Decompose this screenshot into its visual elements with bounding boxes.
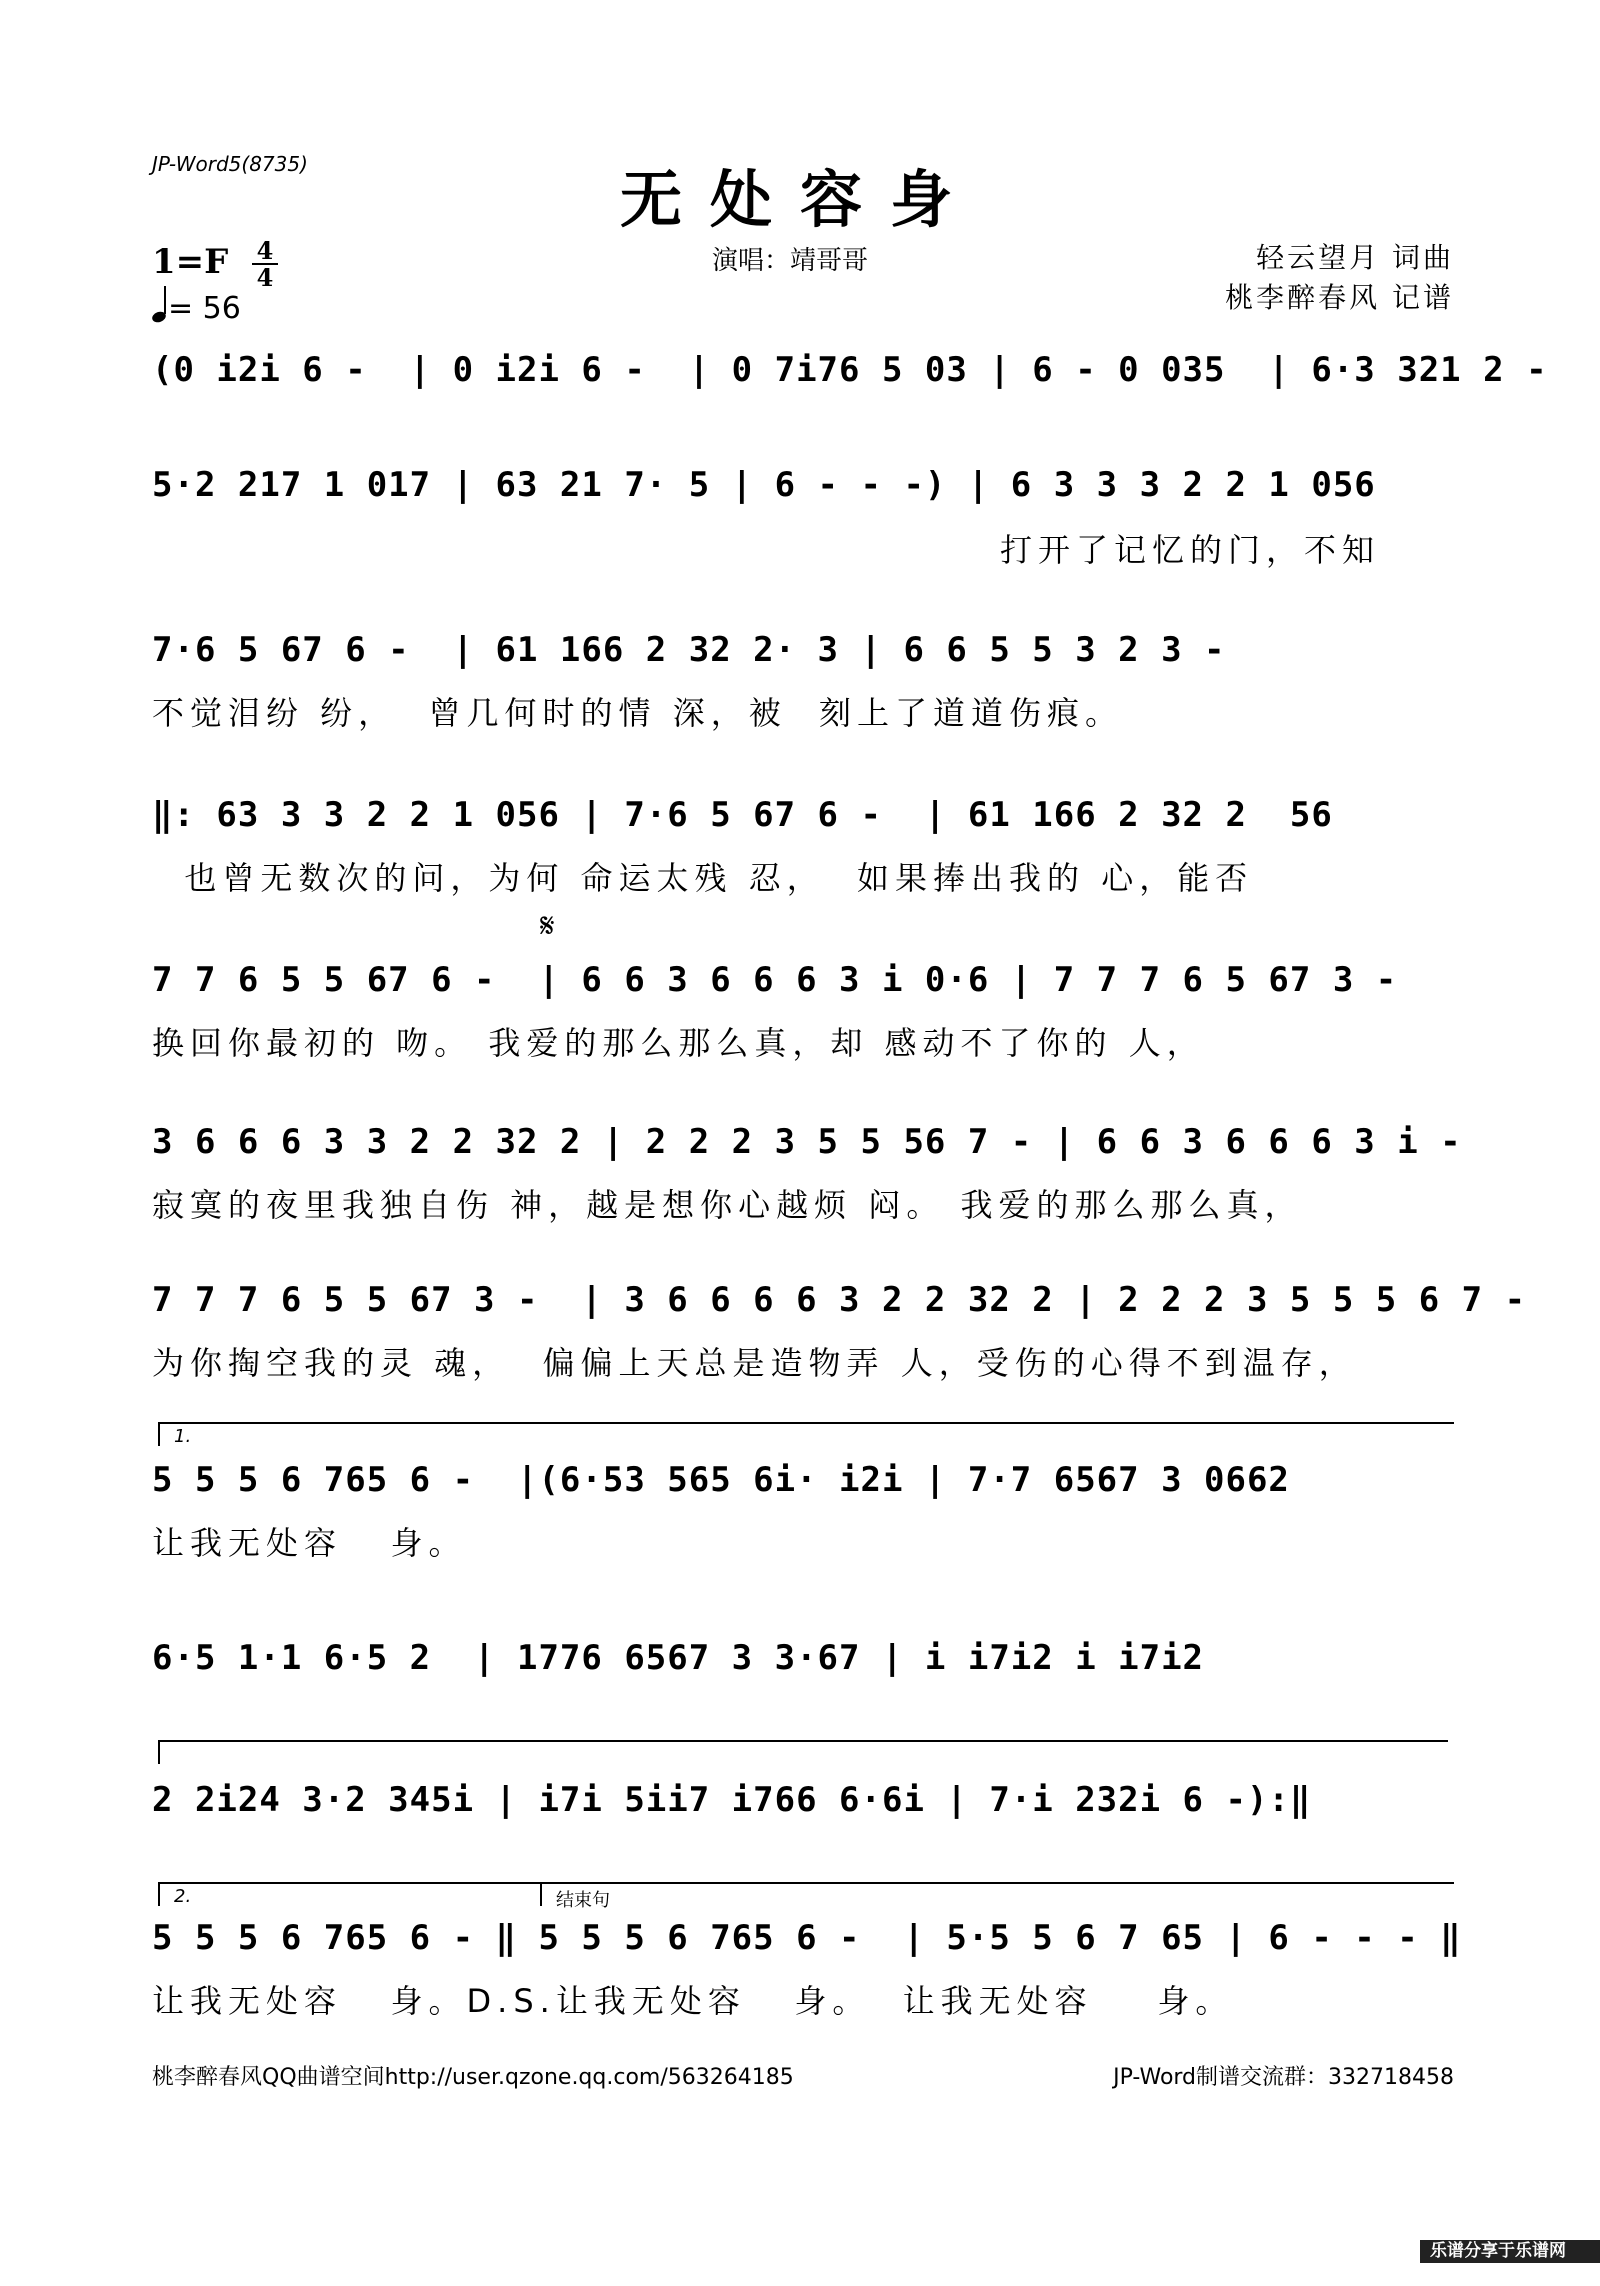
lyrics-line-7: 为你掏空我的灵 魂， 偏偏上天总是造物弄 人，受伤的心得不到温存， <box>152 1344 1357 1382</box>
singer-credit: 演唱：靖哥哥 <box>712 246 869 276</box>
lyrics-line-4: 也曾无数次的问，为何 命运太残 忍， 如果捧出我的 心，能否 <box>152 859 1254 897</box>
score-system-6: 3 6 6 6 3 3 2 2 32 2 | 2 2 2 3 5 5 56 7 - | 6 6 3 6 6 6 3 i - <box>152 1122 1462 1162</box>
volta-first-ending-continued <box>158 1740 1448 1764</box>
meter-bottom: 4 <box>256 263 274 292</box>
key-signature: 1=F <box>152 242 229 282</box>
volta-second-ending <box>158 1882 540 1906</box>
lyrics-line-6: 寂寞的夜里我独自伤 神，越是想你心越烦 闷。 我爱的那么那么真， <box>152 1186 1303 1224</box>
score-system-1: (0 i2i 6 - | 0 i2i 6 - | 0 7i76 5 03 | 6 - 0 035 | 6·3 321 2 - <box>152 350 1548 390</box>
lyrics-line-5: 换回你最初的 吻。 我爱的那么那么真，却 感动不了你的 人， <box>152 1024 1205 1062</box>
footer-qzone-link[interactable]: 桃李醉春风QQ曲谱空间http://user.qzone.qq.com/563264185 <box>152 2065 794 2090</box>
volta-first-ending <box>158 1422 1454 1446</box>
score-system-8: 5 5 5 6 765 6 - |(6·53 565 6i· i2i | 7·7 6567 3 0662 <box>152 1460 1290 1500</box>
score-system-4: ‖: 63 3 3 2 2 1 056 | 7·6 5 67 6 - | 61 166 2 32 2 56 <box>152 795 1333 835</box>
site-watermark: 乐谱分享于乐谱网 ww <box>1420 2240 1600 2263</box>
segno-icon: 𝄋 <box>540 906 555 946</box>
score-system-10: 2 2i24 3·2 345i | i7i 5ii7 i766 6·6i | 7·i 232i 6 -):‖ <box>152 1780 1312 1820</box>
score-system-9: 6·5 1·1 6·5 2 | 1776 6567 3 3·67 | i i7i2 i i7i2 <box>152 1638 1205 1678</box>
tempo-value: = 56 <box>168 291 241 326</box>
score-system-2: 5·2 217 1 017 | 63 21 7· 5 | 6 - - -) | 6 3 3 3 2 2 1 056 <box>152 465 1376 505</box>
score-system-7: 7 7 7 6 5 5 67 3 - | 3 6 6 6 6 3 2 2 32 2 | 2 2 2 3 5 5 5 6 7 - <box>152 1280 1527 1320</box>
lyrics-line-2: 打开了记忆的门，不知 <box>1000 531 1381 569</box>
lyrics-line-3: 不觉泪纷 纷， 曾几何时的情 深，被 刻上了道道伤痕。 <box>152 694 1124 732</box>
meter-top: 4 <box>256 236 274 265</box>
volta-first-label: 1. <box>174 1426 192 1447</box>
lyrics-line-8: 让我无处容 身。 <box>152 1524 467 1562</box>
lyrics-line-11: 让我无处容 身。D.S.让我无处容 身。 让我无处容 身。 <box>152 1982 1234 2020</box>
software-label: JP-Word5(8735) <box>152 152 308 176</box>
tempo-marking <box>152 290 241 326</box>
time-signature <box>250 238 280 290</box>
score-system-3: 7·6 5 67 6 - | 61 166 2 32 2· 3 | 6 6 5 5 3 2 3 - <box>152 630 1226 670</box>
score-system-5: 7 7 6 5 5 67 6 - | 6 6 3 6 6 6 3 i 0·6 | 7 7 7 6 5 67 3 - <box>152 960 1398 1000</box>
credits <box>1225 238 1454 318</box>
footer-group-info: JP-Word制谱交流群：332718458 <box>1113 2065 1454 2090</box>
lyricist-composer: 轻云望月 词曲 <box>1256 241 1454 274</box>
volta-second-label: 2. <box>174 1886 192 1907</box>
transcriber: 桃李醉春风 记谱 <box>1225 281 1454 314</box>
score-system-11: 5 5 5 6 765 6 - ‖ 5 5 5 6 765 6 - | 5·5 5 6 7 65 | 6 - - - ‖ <box>152 1918 1462 1958</box>
coda-label: 结束句 <box>556 1890 610 1911</box>
song-title: 无处容身 <box>619 163 980 236</box>
coda-bracket <box>540 1882 1454 1911</box>
